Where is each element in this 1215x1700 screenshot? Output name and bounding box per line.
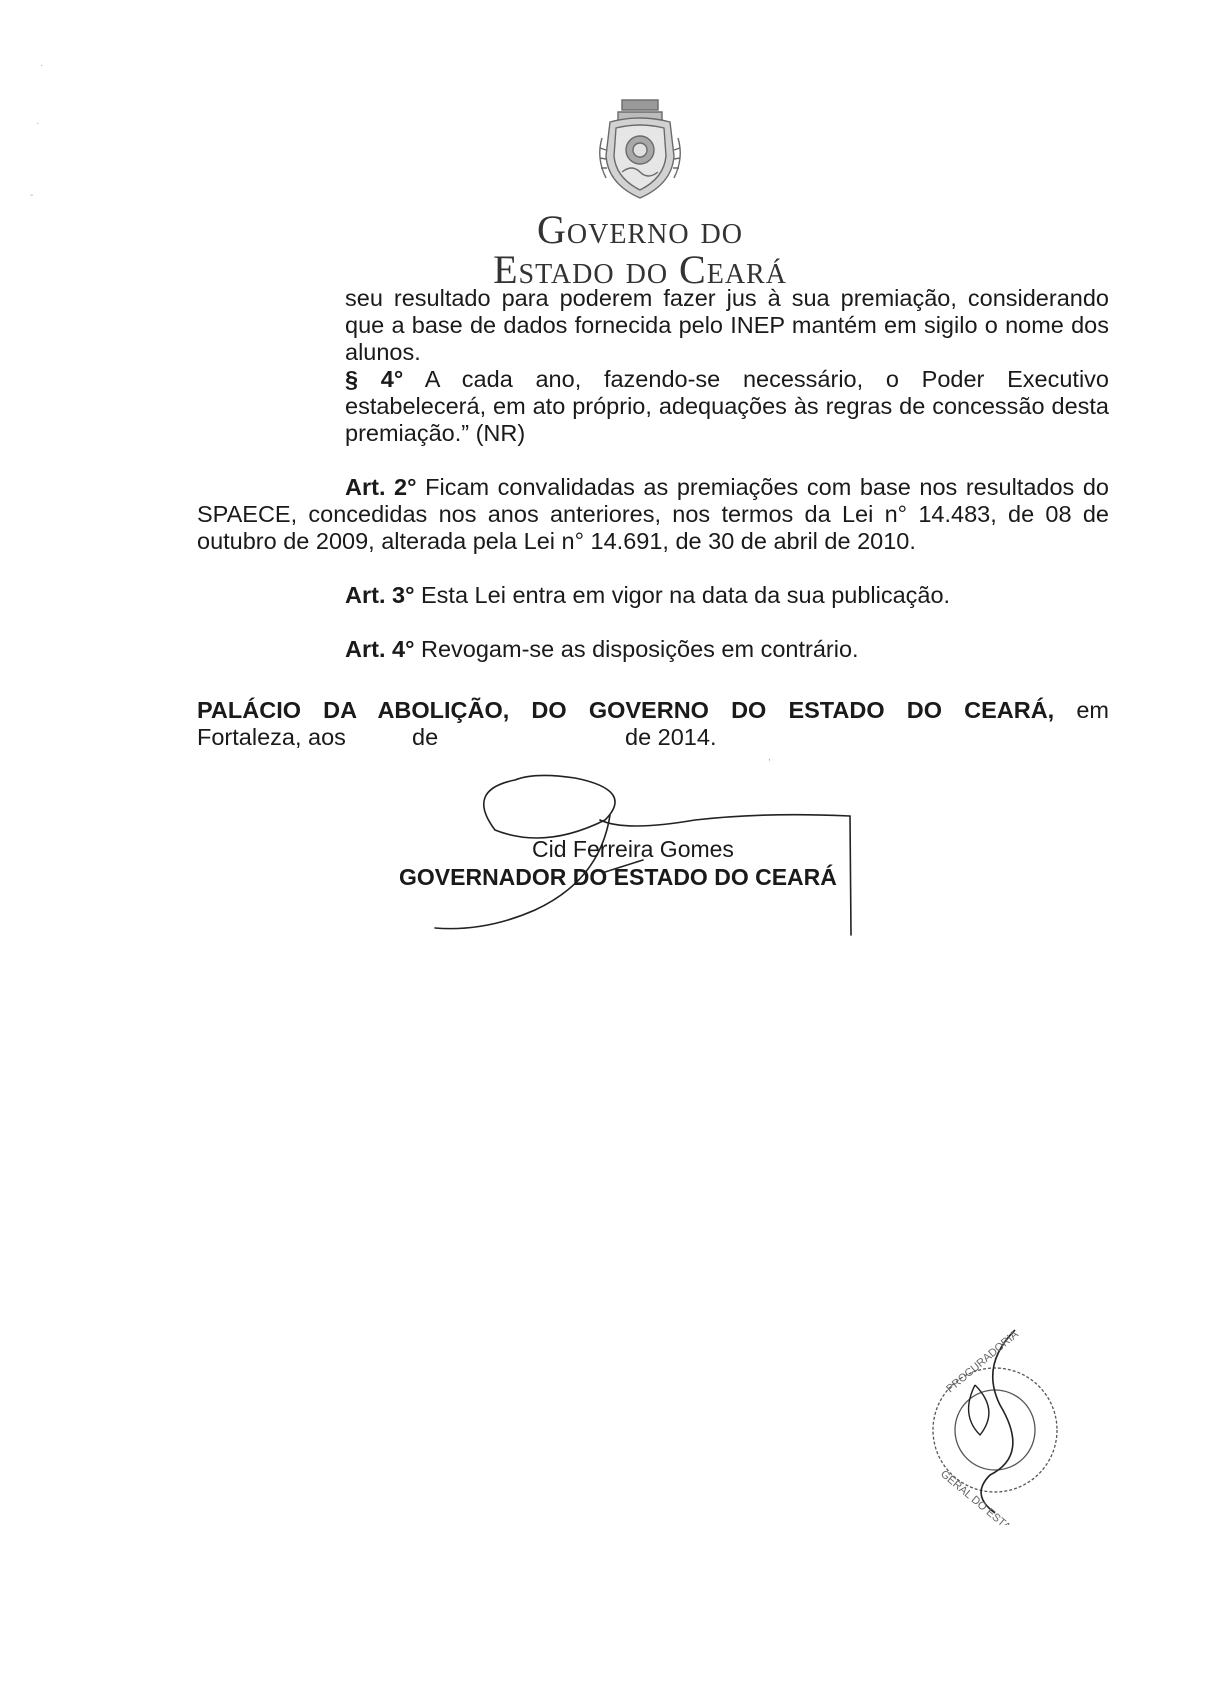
scan-speck: , [768, 752, 771, 763]
article-2-label: Art. 2° [345, 474, 417, 500]
letterhead-line-2: Estado do Ceará [493, 247, 787, 292]
scan-speck: · [40, 60, 44, 71]
closing-line-2 [197, 724, 797, 751]
svg-text:PROCURADORIA: PROCURADORIA [944, 1328, 1021, 1396]
article-4 [197, 636, 1109, 663]
article-3 [197, 582, 1109, 609]
signer-title: GOVERNADOR DO ESTADO DO CEARÁ [399, 864, 837, 890]
letterhead-line-1: Governo do [537, 207, 743, 252]
paragraph-continuation: seu resultado para poderem fazer jus à sua premiação, considerando que a base de dados fornecida pelo INEP mantém em sigilo o nome dos alunos. [345, 285, 1109, 365]
scan-speck: · [36, 118, 40, 129]
article-2-text: Ficam convalidadas as premiações com base nos resultados do SPAECE, concedidas nos anos anteriores, nos termos da Lei n° 14.483, de 08 de outubro de 2009, alterada pela Lei n° 14.691, de 30 de abril de 2010. [197, 474, 1110, 554]
letterhead [480, 98, 800, 290]
closing-em: em [1054, 697, 1109, 723]
closing-year: de 2014. [625, 724, 717, 750]
article-4-label: Art. 4° [345, 636, 415, 662]
article-3-text: Esta Lei entra em vigor na data da sua publicação. [414, 582, 951, 608]
closing-line-1 [197, 697, 1109, 724]
closing-de: de [412, 724, 439, 750]
signer-name: Cid Ferreira Gomes [532, 836, 734, 862]
scan-speck: - [30, 190, 34, 201]
stamp-seal-icon [920, 1325, 1070, 1525]
ceara-coat-of-arms-icon [592, 98, 688, 202]
signature-block [395, 760, 895, 940]
article-2 [197, 474, 1109, 555]
closing-place: PALÁCIO DA ABOLIÇÃO, DO GOVERNO DO ESTADO DO CEARÁ, [197, 697, 1055, 723]
svg-text:GERAL DO ESTADO: GERAL DO ESTADO [938, 1468, 1026, 1525]
article-4-text: Revogam-se as disposições em contrário. [414, 636, 859, 662]
article-3-label: Art. 3° [345, 582, 415, 608]
closing-fortaleza: Fortaleza, aos [197, 724, 346, 750]
paragraph-4-label: § 4° [345, 366, 404, 392]
attorney-general-stamp [920, 1325, 1070, 1530]
paragraph-4-text: A cada ano, fazendo-se necessário, o Poder Executivo estabelecerá, em ato próprio, adequações às regras de concessão desta premiação.” (NR) [345, 366, 1109, 446]
paragraph-4 [345, 366, 1109, 447]
